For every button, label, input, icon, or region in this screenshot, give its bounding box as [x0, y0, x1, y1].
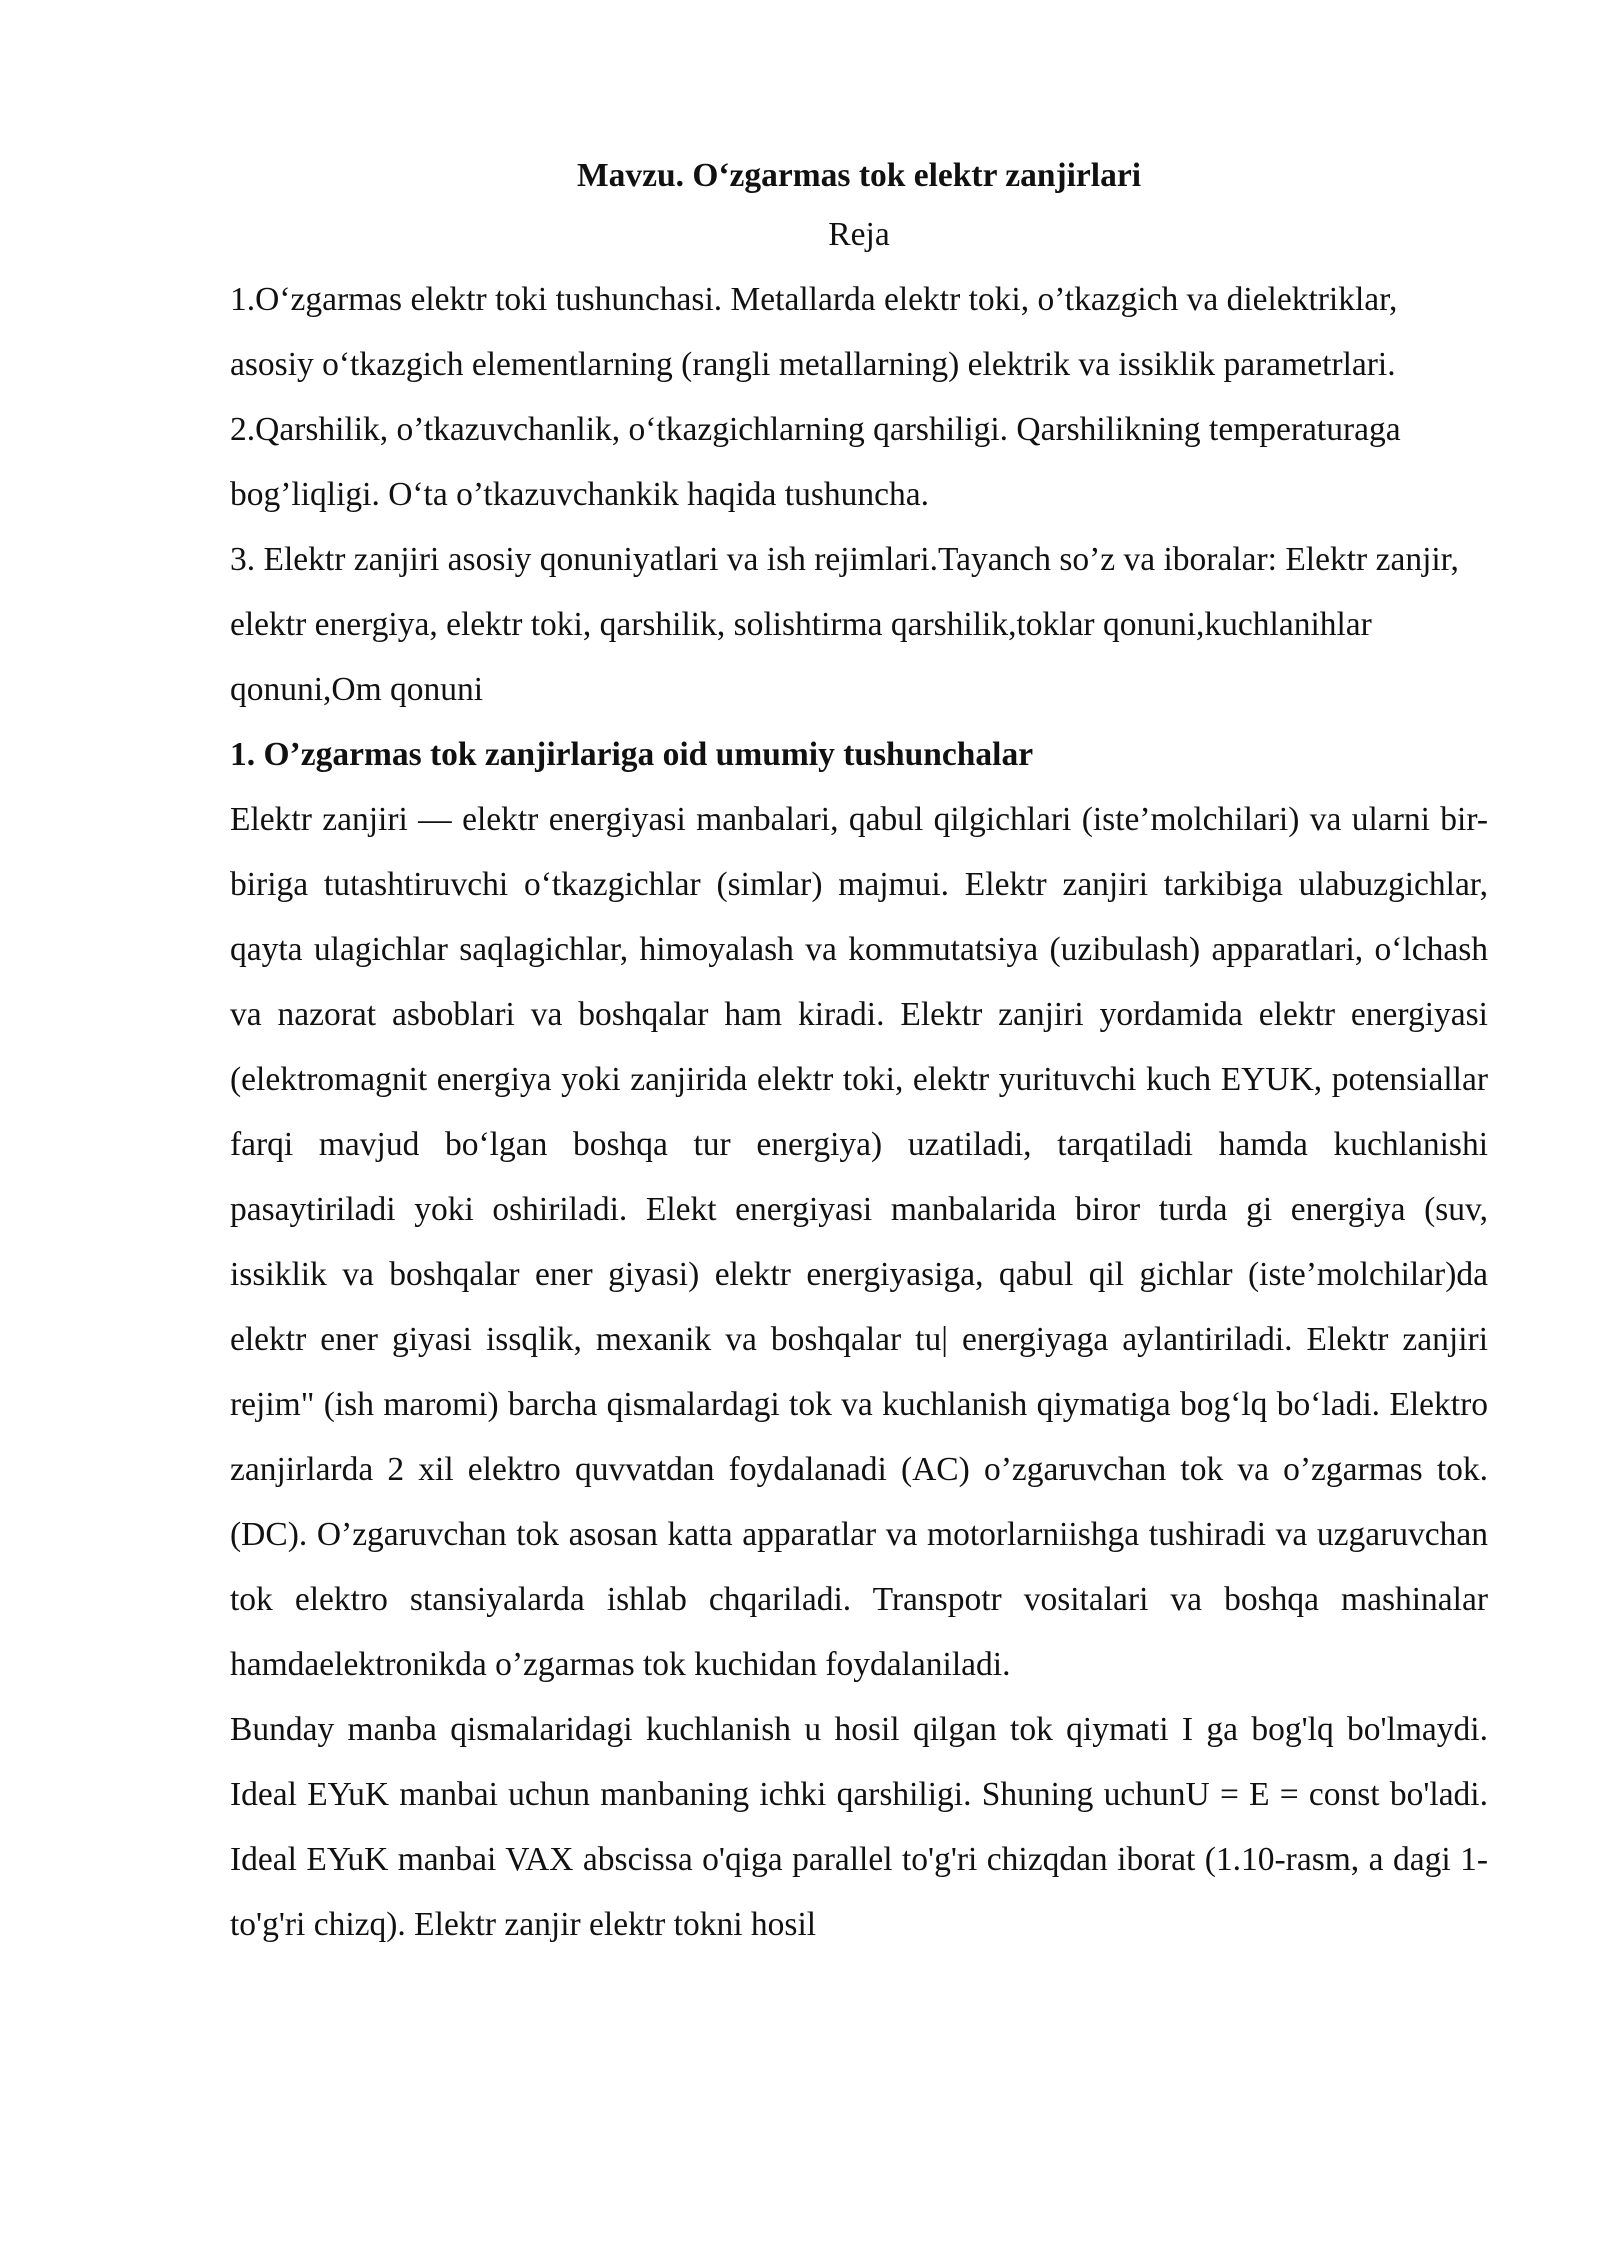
document-page: [230, 150, 1488, 1957]
plan-item: 2.Qarshilik, o’tkazuvchanlik, o‘tkazgichlarning qarshiligi. Qarshilikning temperaturaga bog’liqligi. O‘ta o’tkazuvchankik haqida tushuncha.: [230, 411, 1401, 513]
plan-item: 1.O‘zgarmas elektr toki tushunchasi. Metallarda elektr toki, o’tkazgich va dielektriklar, asosiy o‘tkazgich elementlarning (rangli metallarning) elektrik va issiklik parametrlari.: [230, 281, 1398, 383]
plan-subtitle: Reja: [828, 216, 890, 253]
body-paragraph: Bunday manba qismalaridagi kuchlanish u hosil qilgan tok qiymati I ga bog'lq bo'lmaydi. Ideal EYuK manbai uchun manbaning ichki qarshiligi. Shuning uchunU = E = const bo'ladi. Ideal EYuK manbai VAX abscissa o'qiga parallel to'g'ri chizqdan iborat (1.10-rasm, a dagi 1-to'g'ri chizq). Elektr zanjir elektr tokni hosil: [230, 1711, 1488, 1943]
document-title: Mavzu. O‘zgarmas tok elektr zanjirlari: [576, 157, 1142, 194]
body-paragraph: Elektr zanjiri — elektr energiyasi manbalari, qabul qilgichlari (iste’molchilari) va ularni bir-biriga tutashtiruvchi o‘tkazgichlar (simlar) majmui. Elektr zanjiri tarkibiga ulabuzgichlar, qayta ulagichlar saqlagichlar, himoyalash va kommutatsiya (uzibulash) apparatlari, o‘lchash va nazorat asboblari va boshqalar ham kiradi. Elektr zanjiri yordamida elektr energiyasi (elektromagnit energiya yoki zanjirida elektr toki, elektr yurituvchi kuch EYUK, potensiallar farqi mavjud bo‘lgan boshqa tur energiya) uzatiladi, tarqatiladi hamda kuchlanishi pasaytiriladi yoki oshiriladi. Elekt energiyasi manbalarida biror turda gi energiya (suv, issiklik va boshqalar ener giyasi) elektr energiyasiga, qabul qil gichlar (iste’molchilar)da elektr ener giyasi issqlik, mexanik va boshqalar tu| energiyaga aylantiriladi. Elektr zanjiri rejim" (ish maromi) barcha qismalardagi tok va kuchlanish qiymatiga bog‘lq bo‘ladi. Elektro zanjirlarda 2 xil elektro quvvatdan foydalanadi (AC) o’zgaruvchan tok va o’zgarmas tok. (DC). O’zgaruvchan tok asosan katta apparatlar va motorlarniishga tushiradi va uzgaruvchan tok elektro stansiyalarda ishlab chqariladi. Transpotr vositalari va boshqa mashinalar hamdaelektronikda o’zgarmas tok kuchidan foydalaniladi.: [230, 801, 1488, 1683]
plan-list: [230, 267, 1488, 722]
section-heading: 1. O’zgarmas tok zanjirlariga oid umumiy tushunchalar: [230, 736, 1034, 773]
plan-item: 3. Elektr zanjiri asosiy qonuniyatlari va ish rejimlari.Tayanch so’z va iboralar: Elektr zanjir, elektr energiya, elektr toki, qarshilik, solishtirma qarshilik,toklar qonuni,kuchlanihlar qonuni,Om qonuni: [230, 541, 1459, 708]
